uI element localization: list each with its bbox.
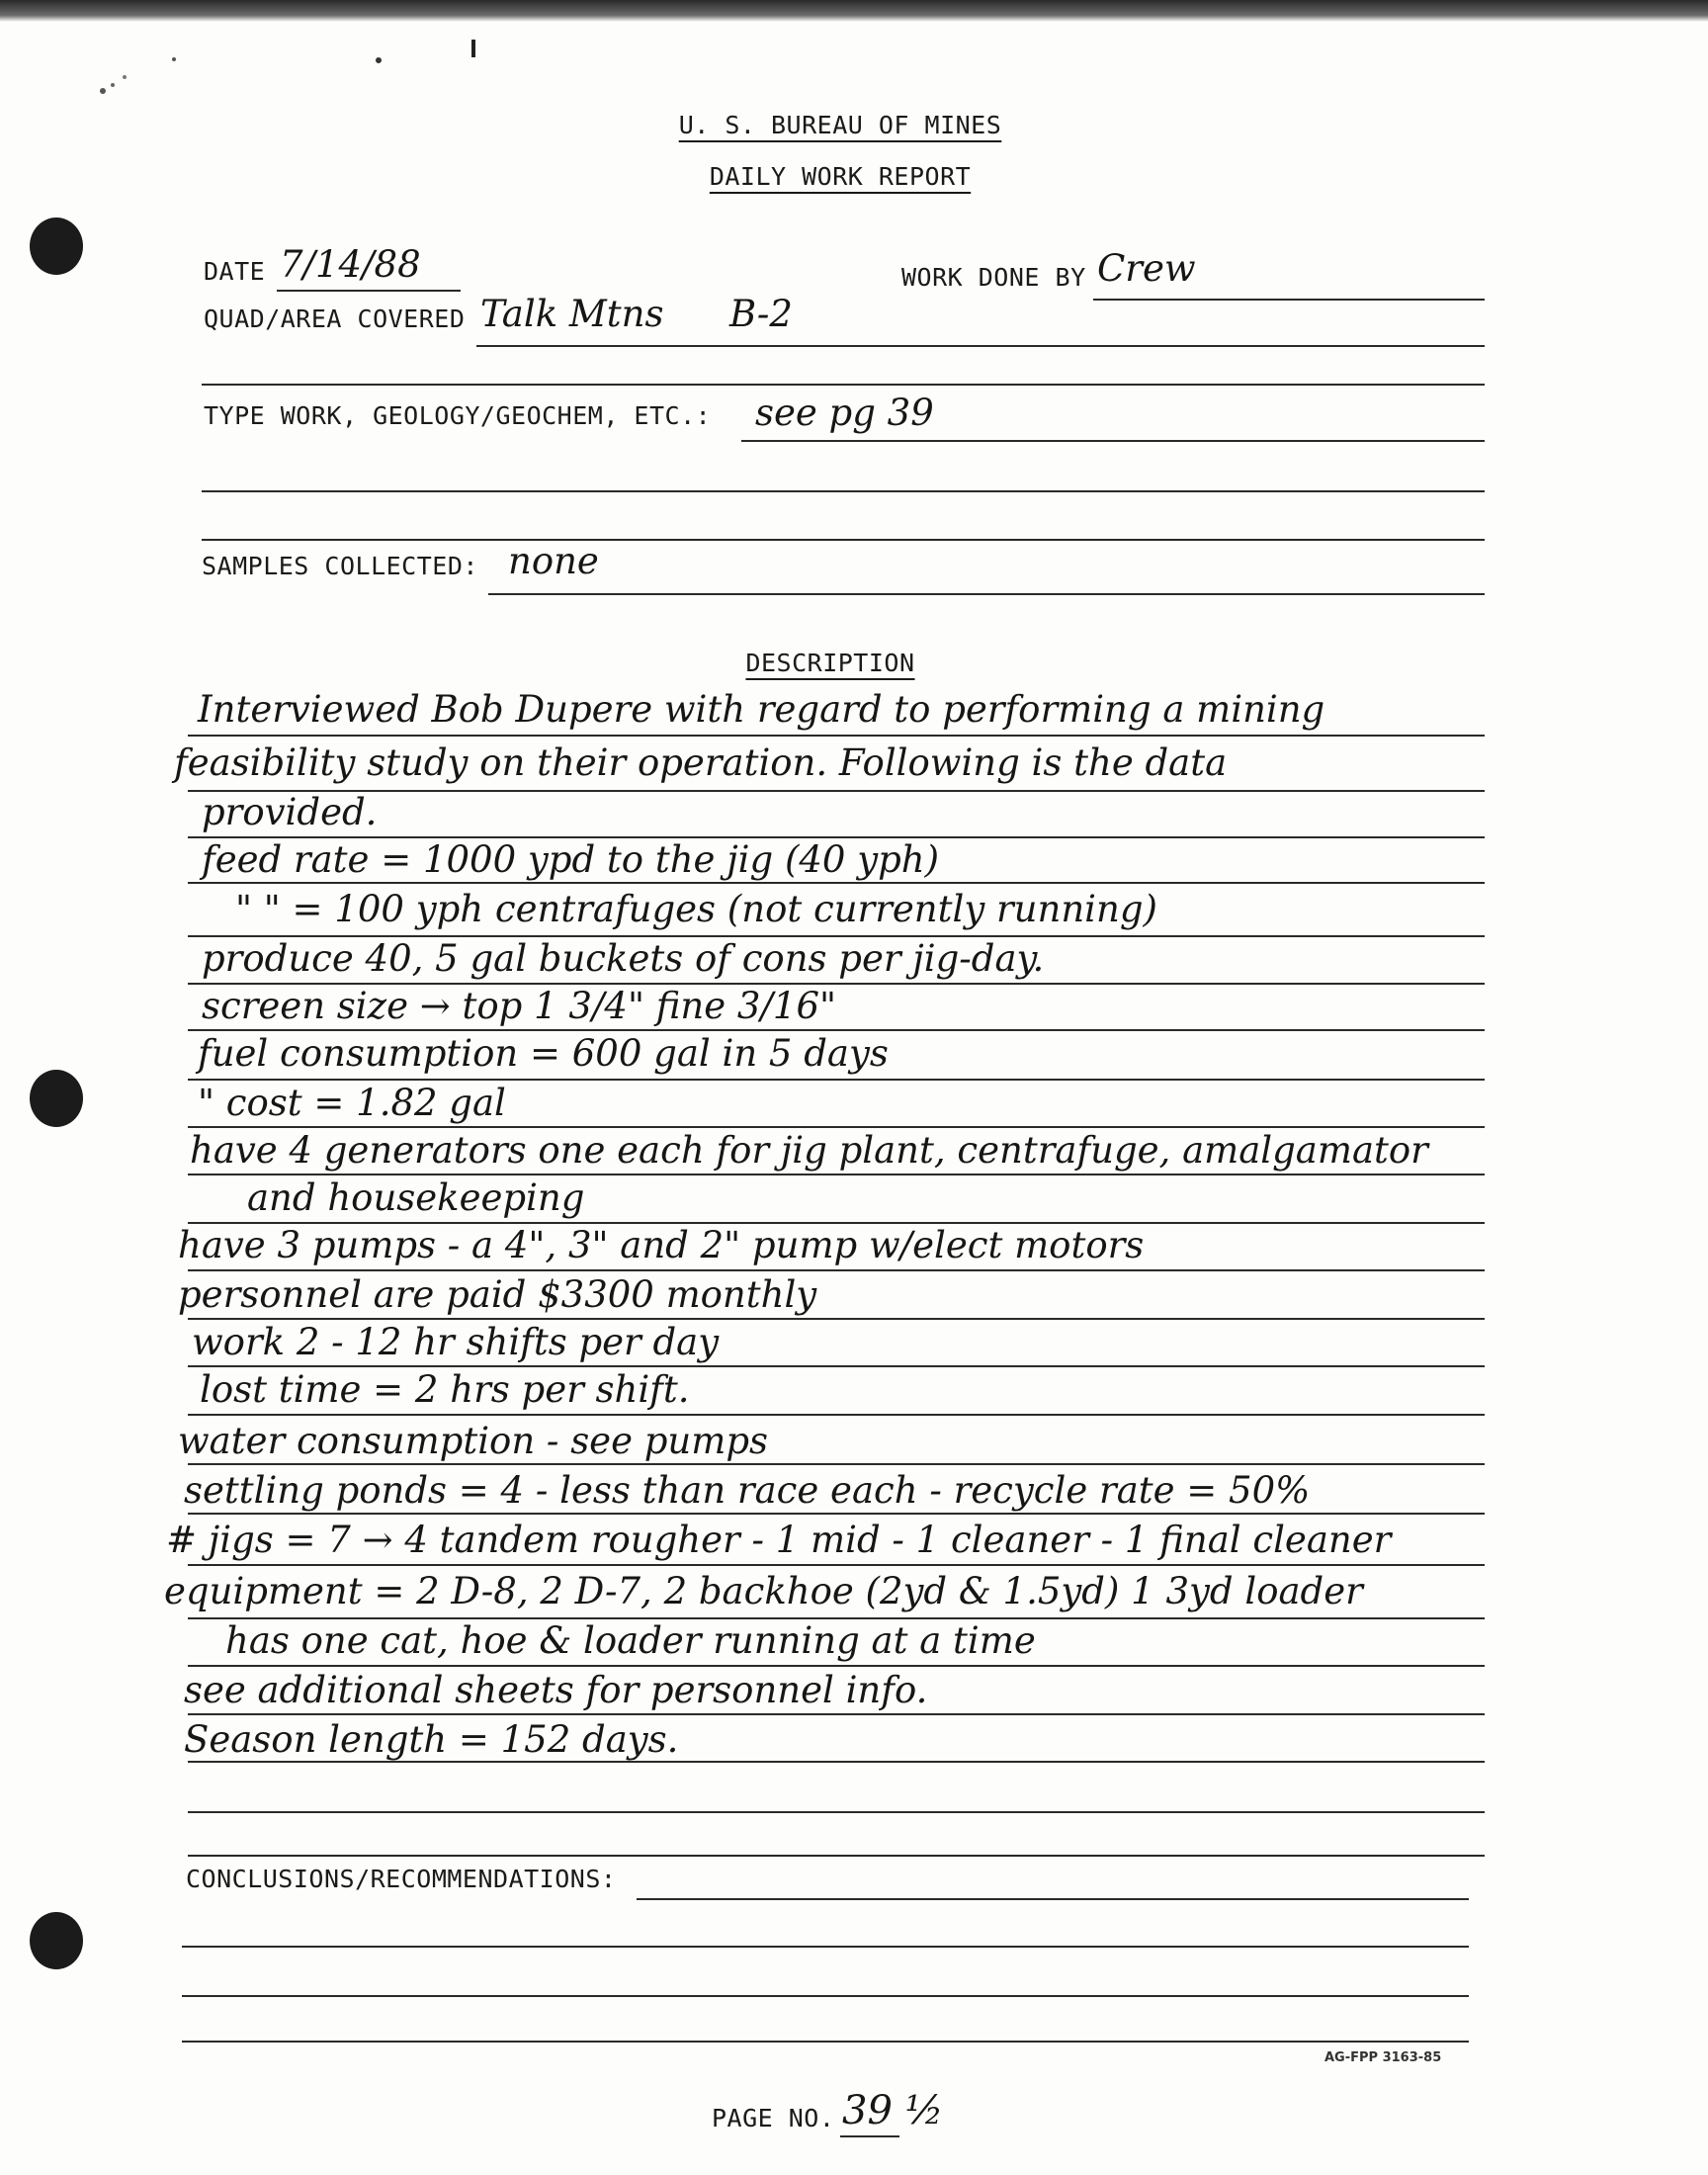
description-line: lost time = 2 hrs per shift. [200, 1368, 690, 1411]
work-done-by-underline [1093, 299, 1485, 301]
ruled-line [188, 1855, 1485, 1857]
ruled-line [188, 1713, 1485, 1715]
samples-underline [488, 593, 1485, 595]
description-line: # jigs = 7 → 4 tandem rougher - 1 mid - 1 cleaner - 1 final cleaner [166, 1519, 1392, 1561]
description-line: personnel are paid $3300 monthly [178, 1273, 817, 1316]
report-title: DAILY WORK REPORT [709, 162, 972, 191]
speck [376, 57, 382, 63]
ruled-line [188, 1761, 1485, 1763]
blank-line [182, 1995, 1469, 1997]
description-line: settling ponds = 4 - less than race each - recycle rate = 50% [184, 1469, 1311, 1512]
agency-title: U. S. BUREAU OF MINES [678, 111, 1002, 139]
type-work-label: TYPE WORK, GEOLOGY/GEOCHEM, ETC.: [204, 401, 712, 430]
date-label: DATE [204, 257, 266, 286]
ruled-line [188, 1029, 1485, 1031]
quad-underline [476, 345, 1485, 347]
type-work-value: see pg 39 [755, 392, 934, 434]
punch-hole-top [30, 218, 83, 275]
ruled-line [188, 1513, 1485, 1515]
blank-line [202, 384, 1485, 386]
description-heading: DESCRIPTION [745, 649, 915, 677]
punch-hole-bottom [30, 1912, 83, 1969]
description-line: have 4 generators one each for jig plant, centrafuge, amalgamator [190, 1129, 1428, 1172]
description-line: work 2 - 12 hr shifts per day [192, 1321, 720, 1363]
punch-hole-middle [30, 1070, 83, 1127]
ruled-line [188, 1174, 1485, 1175]
ruled-line [188, 1463, 1485, 1465]
ruled-line [188, 1079, 1485, 1081]
blank-line [182, 1946, 1469, 1948]
description-line: " " = 100 yph centrafuges (not currently running) [235, 888, 1157, 930]
ruled-line [188, 1414, 1485, 1416]
ruled-line [188, 735, 1485, 737]
work-done-by-value: Crew [1097, 247, 1196, 290]
blank-line [202, 490, 1485, 492]
form-code: AG-FPP 3163-85 [1324, 2050, 1442, 2065]
description-line: see additional sheets for personnel info. [184, 1669, 928, 1711]
page-number-value: 39 ½ [842, 2088, 944, 2133]
conclusions-underline [637, 1898, 1469, 1900]
description-line: feasibility study on their operation. Following is the data [174, 741, 1228, 784]
description-line: has one cat, hoe & loader running at a time [225, 1619, 1036, 1662]
description-line: and housekeeping [247, 1176, 585, 1219]
description-line: produce 40, 5 gal buckets of cons per jig-day. [202, 937, 1045, 980]
ruled-line [188, 1665, 1485, 1667]
type-work-underline [741, 440, 1485, 442]
date-value: 7/14/88 [280, 243, 421, 286]
ruled-line [188, 790, 1485, 792]
ruled-line [188, 1126, 1485, 1128]
scan-specks [95, 40, 194, 99]
ruled-line [188, 1365, 1485, 1367]
description-line: provided. [202, 791, 378, 833]
speck [471, 40, 475, 57]
description-line: water consumption - see pumps [178, 1420, 769, 1462]
samples-label: SAMPLES COLLECTED: [202, 552, 478, 580]
ruled-line [188, 1811, 1485, 1813]
description-line: Interviewed Bob Dupere with regard to performing a mining [198, 688, 1325, 731]
page-number-label: PAGE NO. [712, 2104, 835, 2132]
ruled-line [188, 882, 1485, 884]
conclusions-label: CONCLUSIONS/RECOMMENDATIONS: [186, 1865, 617, 1893]
quad-value: Talk Mtns [480, 293, 664, 335]
description-line: equipment = 2 D-8, 2 D-7, 2 backhoe (2yd & 1.5yd) 1 3yd loader [164, 1570, 1363, 1612]
quad-value-2: B-2 [729, 293, 793, 335]
description-line: feed rate = 1000 ypd to the jig (40 yph) [202, 838, 940, 881]
ruled-line [188, 1318, 1485, 1320]
description-line: screen size → top 1 3/4" fine 3/16" [202, 985, 837, 1027]
description-line: have 3 pumps - a 4", 3" and 2" pump w/elect motors [178, 1224, 1145, 1266]
description-line: Season length = 152 days. [184, 1718, 679, 1761]
work-done-by-label: WORK DONE BY [901, 263, 1086, 292]
ruled-line [188, 1269, 1485, 1271]
ruled-line [188, 1564, 1485, 1566]
samples-value: none [508, 540, 599, 582]
blank-line [182, 2041, 1469, 2043]
blank-line [202, 539, 1485, 541]
date-underline [277, 290, 461, 292]
description-line: " cost = 1.82 gal [198, 1082, 506, 1124]
quad-label: QUAD/AREA COVERED [204, 304, 466, 333]
description-line: fuel consumption = 600 gal in 5 days [198, 1032, 889, 1075]
page-number-underline [840, 2135, 899, 2137]
scan-edge-shadow [0, 0, 1708, 22]
